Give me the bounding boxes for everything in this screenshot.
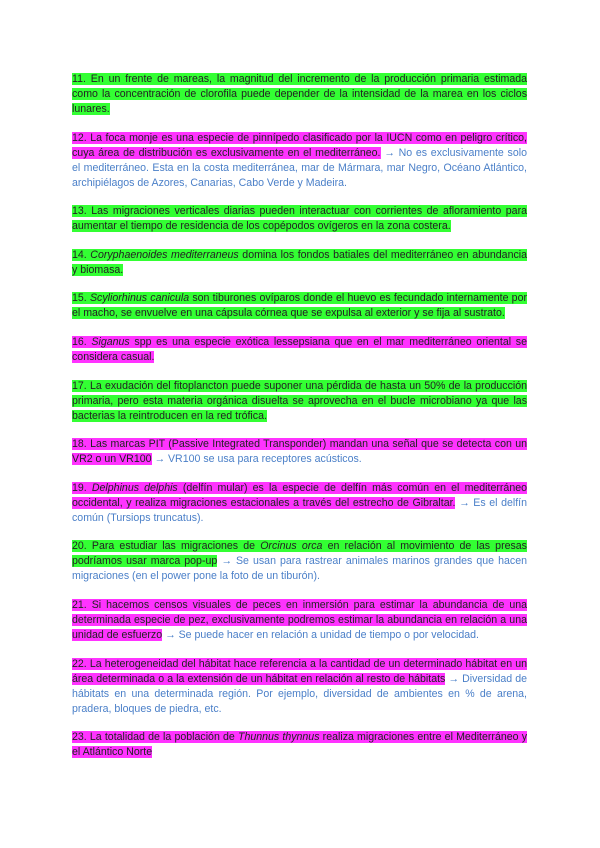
- highlighted-statement: [72, 380, 527, 422]
- statement-text: 11. En un frente de mareas, la magnitud del incremento de la producción primaria estimada como la concentración de clorofila puede depender de la intensidad de la marea en los ciclos lunares.: [72, 73, 527, 115]
- statement-item: [72, 248, 527, 278]
- statement-item: [72, 437, 527, 467]
- statement-item: [72, 291, 527, 321]
- statement-text: spp es una especie exótica lessepsiana que en el mar mediterráneo oriental se considera casual.: [72, 335, 527, 363]
- highlighted-statement: [72, 731, 527, 758]
- correction-note: → VR100 se usa para receptores acústicos.: [151, 453, 362, 466]
- statement-text: 22. La heterogeneidad del hábitat hace referencia a la cantidad de un determinado hábitat en un área determinada o a la extensión de un hábitat en relación al resto de hábitats: [72, 657, 527, 685]
- highlighted-statement: [72, 336, 527, 363]
- statement-text: 19.: [72, 481, 92, 494]
- correction-note: → No es exclusivamente solo el mediterráneo. Esta en la costa mediterránea, mar de Mármara, mar Negro, Océano Atlántico, archipiélagos de Azores, Canarias, Cabo Verde y Madeira.: [72, 146, 527, 189]
- statement-text: 18. Las marcas PIT (Passive Integrated Transponder) mandan una señal que se detecta con un VR2 o un VR100: [72, 438, 527, 466]
- statement-text: en relación al movimiento de las presas podríamos usar marca pop-up: [72, 540, 527, 568]
- statement-item: [72, 72, 527, 117]
- question-list: [72, 72, 527, 774]
- statement-item: [72, 657, 527, 717]
- statement-item: [72, 379, 527, 424]
- species-name: Scyliorhinus canicula: [89, 292, 190, 305]
- correction-note: → Se usan para rastrear animales marinos grandes que hacen migraciones (en el power pone la foto de un tiburón).: [72, 555, 527, 583]
- species-name: Orcinus orca: [260, 540, 323, 553]
- statement-text: 20. Para estudiar las migraciones de: [72, 540, 261, 553]
- statement-text: 14.: [72, 248, 91, 261]
- highlighted-statement: [72, 292, 527, 319]
- statement-item: [72, 730, 527, 760]
- highlighted-statement: [72, 73, 527, 115]
- species-name: Delphinus delphis: [91, 481, 178, 494]
- statement-item: [72, 598, 527, 643]
- species-name: Siganus: [91, 335, 130, 348]
- statement-text: 21. Si hacemos censos visuales de peces en inmersión para estimar la abundancia de una determinada especie de pez, exclusivamente podremos estimar la abundancia en relación a una unidad de esfuerzo: [72, 598, 527, 641]
- correction-note: → Se puede hacer en relación a unidad de tiempo o por velocidad.: [162, 628, 479, 641]
- statement-item: [72, 539, 527, 584]
- species-name: Coryphaenoides mediterraneus: [90, 248, 239, 261]
- statement-text: 12. La foca monje es una especie de pinnípedo clasificado por la IUCN como en peligro crítico, cuya área de distribución es exclusivamente en el mediterráneo.: [72, 131, 527, 159]
- statement-text: 13. Las migraciones verticales diarias pueden interactuar con corrientes de afloramiento para aumentar el tiempo de residencia de los copépodos ovígeros en la zona costera.: [72, 205, 527, 233]
- statement-text: 16.: [72, 335, 92, 348]
- correction-note: → Es el delfín común (Tursiops truncatus).: [72, 496, 528, 524]
- highlighted-statement: [72, 205, 527, 232]
- statement-text: (delfín mular) es la especie de delfín más común en el mediterráneo occidental, y realiza migraciones estacionales a través del estrecho de Gibraltar.: [72, 481, 527, 509]
- correction-note: → Diversidad de hábitats en una determinada región. Por ejemplo, diversidad de ambientes en % de arena, pradera, bloques de piedra, etc.: [72, 672, 527, 715]
- highlighted-statement: [72, 249, 527, 276]
- statement-text: 17. La exudación del fitoplancton puede suponer una pérdida de hasta un 50% de la producción primaria, pero esta materia orgánica disuelta se aprovecha en el bucle microbiano ya que las bacterias la reintroducen en la red trófica.: [72, 379, 527, 422]
- species-name: Thunnus thynnus: [237, 731, 320, 744]
- statement-item: [72, 335, 527, 365]
- statement-text: realiza migraciones entre el Mediterráneo y el Atlántico Norte: [72, 731, 527, 759]
- statement-text: domina los fondos batiales del mediterráneo en abundancia y biomasa.: [72, 248, 528, 276]
- statement-item: [72, 131, 527, 191]
- statement-text: son tiburones ovíparos donde el huevo es fecundado internamente por el macho, se envuelve en una cápsula córnea que se expulsa al exterior y se fija al sustrato.: [72, 292, 527, 320]
- statement-text: 15.: [72, 292, 90, 305]
- statement-item: [72, 204, 527, 234]
- statement-text: 23. La totalidad de la población de: [72, 731, 238, 744]
- statement-item: [72, 481, 527, 526]
